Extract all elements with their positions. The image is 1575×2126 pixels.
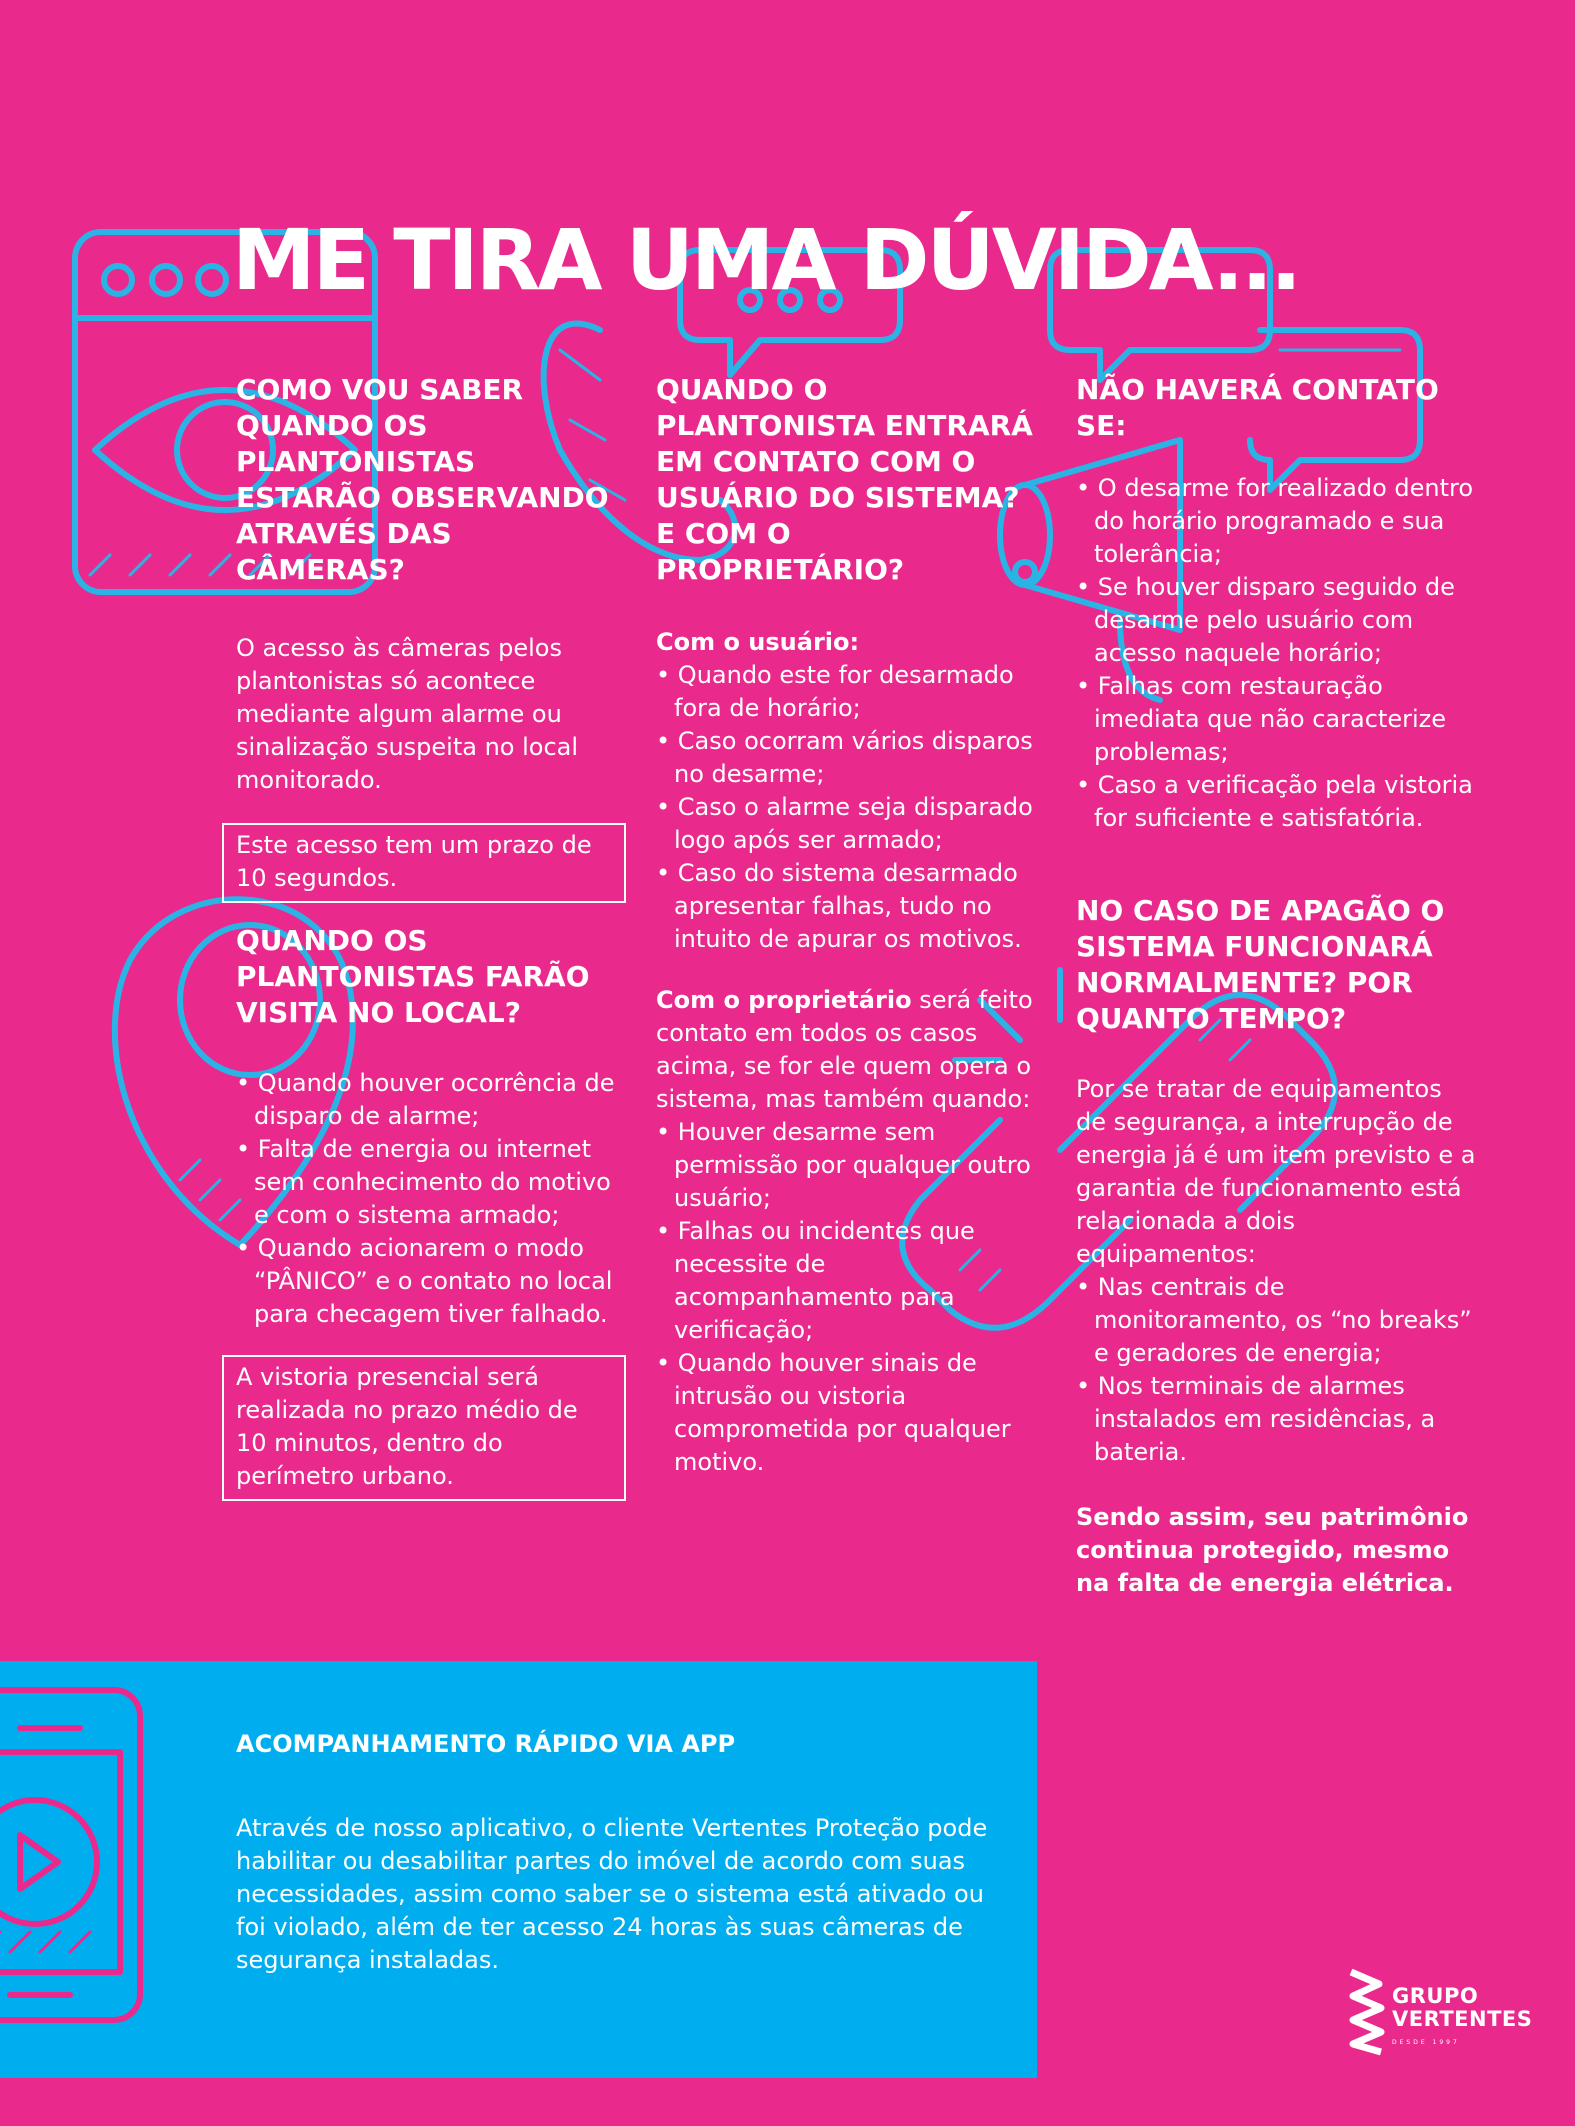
app-body: Através de nosso aplicativo, o cliente Vertentes Proteção pode habilitar ou desabilitar partes do imóvel de acordo com suas necessidades, assim como saber se o sistema está ativado ou foi violado, além de ter acesso 24 horas às suas câmeras de segurança instaladas. — [236, 1814, 988, 1974]
no-contact-heading: NÃO HAVERÁ CONTATO SE: — [1076, 373, 1439, 442]
list-item: • Caso do sistema desarmado apresentar falhas, tudo no intuito de apurar os motivos. — [656, 857, 1046, 956]
list-item: • Caso a verificação pela vistoria for suficiente e satisfatória. — [1076, 769, 1476, 835]
owner-label: Com o proprietário — [656, 986, 912, 1014]
list-item: • Se houver disparo seguido de desarme pelo usuário com acesso naquele horário; — [1076, 571, 1476, 670]
logo-line-1: GRUPO — [1392, 1984, 1479, 2008]
column-contact — [656, 372, 1046, 1479]
cameras-time-box: Este acesso tem um prazo de 10 segundos. — [222, 823, 626, 903]
cameras-heading: COMO VOU SABER QUANDO OS PLANTONISTAS ESTARÃO OBSERVANDO ATRAVÉS DAS CÂMERAS? — [236, 373, 609, 586]
list-item: • Falhas com restauração imediata que não caracterize problemas; — [1076, 670, 1476, 769]
list-item: • Caso ocorram vários disparos no desarme; — [656, 725, 1046, 791]
visits-heading: QUANDO OS PLANTONISTAS FARÃO VISITA NO LOCAL? — [236, 924, 590, 1029]
page-title: ME TIRA UMA DÚVIDA... — [232, 211, 1299, 309]
list-item: • Houver desarme sem permissão por qualquer outro usuário; — [656, 1116, 1046, 1215]
list-item: • Falhas ou incidentes que necessite de acompanhamento para verificação; — [656, 1215, 1046, 1347]
blackout-closing: Sendo assim, seu patrimônio continua protegido, mesmo na falta de energia elétrica. — [1076, 1503, 1469, 1597]
blackout-body: Por se tratar de equipamentos de segurança, a interrupção de energia já é um item previsto e a garantia de funcionamento está relacionada a dois equipamentos: — [1076, 1075, 1476, 1268]
list-item: • Falta de energia ou internet sem conhecimento do motivo e com o sistema armado; — [236, 1133, 626, 1232]
contact-heading: QUANDO O PLANTONISTA ENTRARÁ EM CONTATO COM O USUÁRIO DO SISTEMA? E COM O PROPRIETÁRIO? — [656, 373, 1033, 586]
list-item: • Quando este for desarmado fora de horário; — [656, 659, 1046, 725]
list-item: • Caso o alarme seja disparado logo após ser armado; — [656, 791, 1046, 857]
cameras-body: O acesso às câmeras pelos plantonistas só acontece mediante algum alarme ou sinalização suspeita no local monitorado. — [236, 634, 579, 794]
logo-wordmark — [1392, 1985, 1532, 2031]
app-heading: ACOMPANHAMENTO RÁPIDO VIA APP — [236, 1730, 736, 1758]
list-item: • Quando acionarem o modo “PÂNICO” e o contato no local para checagem tiver falhado. — [236, 1232, 626, 1331]
logo-since: DESDE 1997 — [1392, 2039, 1460, 2046]
visits-list — [236, 1067, 626, 1331]
list-item: • Nos terminais de alarmes instalados em residências, a bateria. — [1076, 1370, 1476, 1469]
column-cameras-visits — [236, 372, 626, 1501]
blackout-list — [1076, 1271, 1476, 1469]
visits-time-box: A vistoria presencial será realizada no prazo médio de 10 minutos, dentro do perímetro urbano. — [222, 1355, 626, 1501]
no-contact-list — [1076, 472, 1476, 835]
list-item: • Quando houver ocorrência de disparo de alarme; — [236, 1067, 626, 1133]
column-no-contact-blackout — [1076, 372, 1476, 1600]
list-item: • Nas centrais de monitoramento, os “no breaks” e geradores de energia; — [1076, 1271, 1476, 1370]
user-list — [656, 659, 1046, 956]
blackout-heading: NO CASO DE APAGÃO O SISTEMA FUNCIONARÁ NORMALMENTE? POR QUANTO TEMPO? — [1076, 894, 1445, 1035]
owner-paragraph — [656, 984, 1046, 1116]
owner-text: será feito contato em todos os casos acima, se for ele quem opera o sistema, mas também quando: — [656, 986, 1033, 1113]
logo-line-2: VERTENTES — [1392, 2007, 1533, 2031]
user-label: Com o usuário: — [656, 628, 860, 656]
list-item: • O desarme for realizado dentro do horário programado e sua tolerância; — [1076, 472, 1476, 571]
list-item: • Quando houver sinais de intrusão ou vistoria comprometida por qualquer motivo. — [656, 1347, 1046, 1479]
owner-list — [656, 1116, 1046, 1479]
